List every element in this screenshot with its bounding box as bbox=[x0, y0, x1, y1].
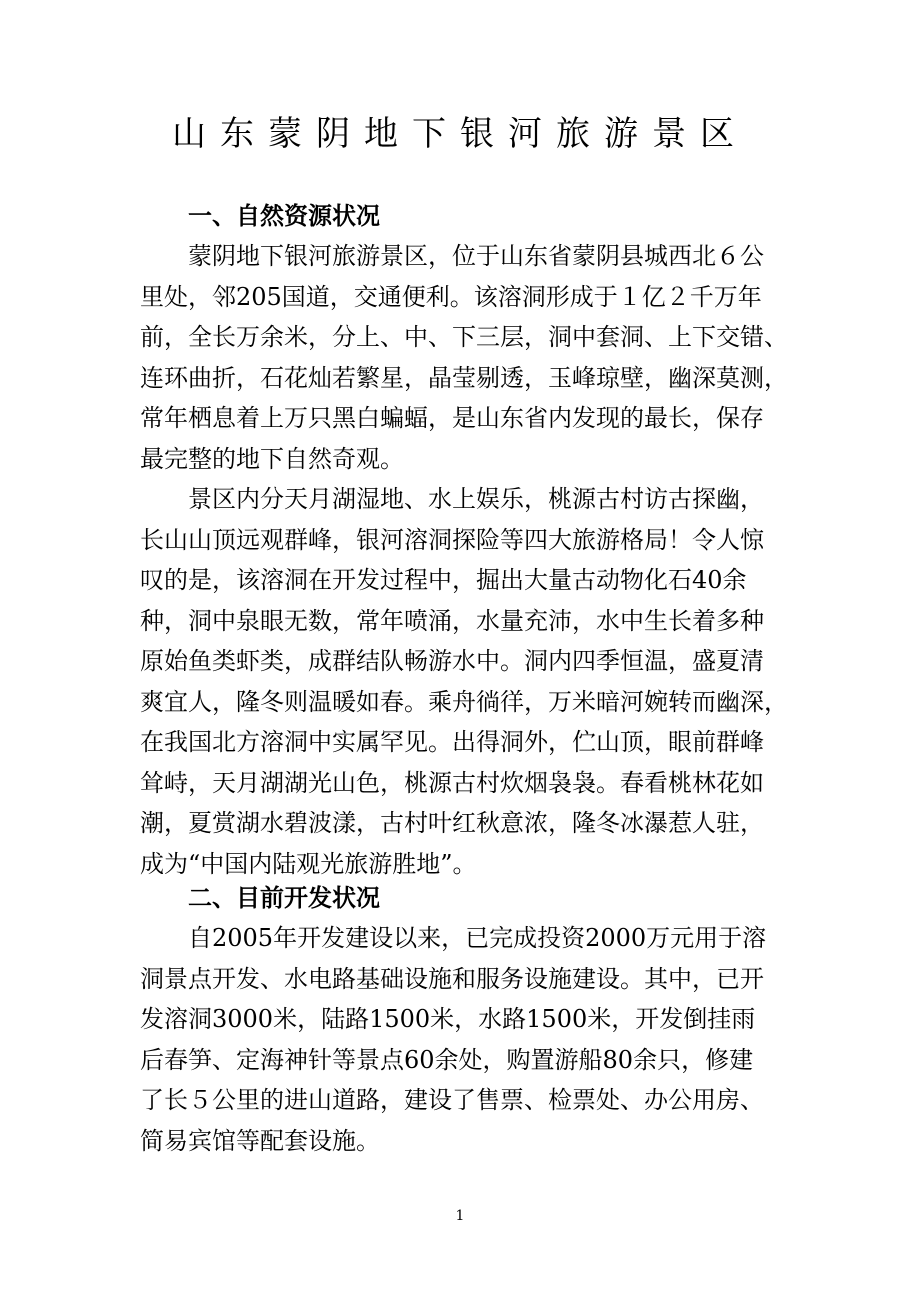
text-line: 洞景点开发、水电路基础设施和服务设施建设。其中，已开 bbox=[140, 964, 764, 993]
text-line: 前，全长万余米，分上、中、下三层，洞中套洞、上下交错、 bbox=[140, 323, 788, 351]
text-line: 了长５公里的进山道路，建设了售票、检票处、办公用房、 bbox=[140, 1086, 764, 1114]
text-line: 潮，夏赏湖水碧波漾，古村叶红秋意浓，隆冬冰瀑惹人驻， bbox=[140, 809, 764, 837]
text-line: 蒙阴地下银河旅游景区，位于山东省蒙阴县城西北６公 bbox=[140, 242, 764, 270]
text-line: 最完整的地下自然奇观。 bbox=[140, 444, 404, 473]
text-line: 连环曲折，石花灿若繁星，晶莹剔透，玉峰琼壁，幽深莫测， bbox=[140, 363, 788, 392]
paragraph-scenic-layout bbox=[140, 479, 788, 884]
text-line: 景区内分天月湖湿地、水上娱乐，桃源古村访古探幽， bbox=[140, 485, 764, 513]
text-line: 在我国北方溶洞中实属罕见。出得洞外，伫山顶，眼前群峰 bbox=[140, 728, 764, 756]
text-line: 长山山顶远观群峰，银河溶洞探险等四大旅游格局！令人惊 bbox=[140, 525, 764, 554]
page-number: 1 bbox=[455, 1208, 465, 1224]
text-line: 常年栖息着上万只黑白蝙蝠，是山东省内发现的最长，保存 bbox=[140, 404, 764, 432]
text-line: 后春笋、定海神针等景点60余处，购置游船80余只，修建 bbox=[140, 1045, 754, 1074]
text-line: 原始鱼类虾类，成群结队畅游水中。洞内四季恒温，盛夏清 bbox=[140, 647, 764, 675]
text-line: 耸峙，天月湖湖光山色，桃源古村炊烟袅袅。春看桃林花如 bbox=[140, 768, 764, 797]
text-line: 里处，邻205国道，交通便利。该溶洞形成于１亿２千万年 bbox=[140, 282, 762, 311]
text-line: 叹的是，该溶洞在开发过程中，掘出大量古动物化石40余 bbox=[140, 566, 747, 594]
paragraph-development-progress bbox=[140, 918, 788, 1161]
text-line: 发溶洞3000米，陆路1500米，水路1500米，开发倒挂雨 bbox=[140, 1005, 756, 1033]
section-heading-development-status: 二、目前开发状况 bbox=[188, 884, 380, 912]
section-heading-natural-resources: 一、自然资源状况 bbox=[188, 202, 380, 230]
text-line: 种，洞中泉眼无数，常年喷涌，水量充沛，水中生长着多种 bbox=[140, 606, 764, 635]
text-line: 爽宜人，隆冬则温暖如春。乘舟徜徉，万米暗河婉转而幽深， bbox=[140, 687, 788, 716]
text-line: 简易宾馆等配套设施。 bbox=[140, 1126, 380, 1155]
paragraph-location-overview bbox=[140, 236, 788, 479]
text-line: 自2005年开发建设以来，已完成投资2000万元用于溶 bbox=[140, 924, 767, 952]
text-line: 成为“中国内陆观光旅游胜地”。 bbox=[140, 849, 477, 878]
document-title: 山东蒙阴地下银河旅游景区 bbox=[172, 114, 748, 154]
